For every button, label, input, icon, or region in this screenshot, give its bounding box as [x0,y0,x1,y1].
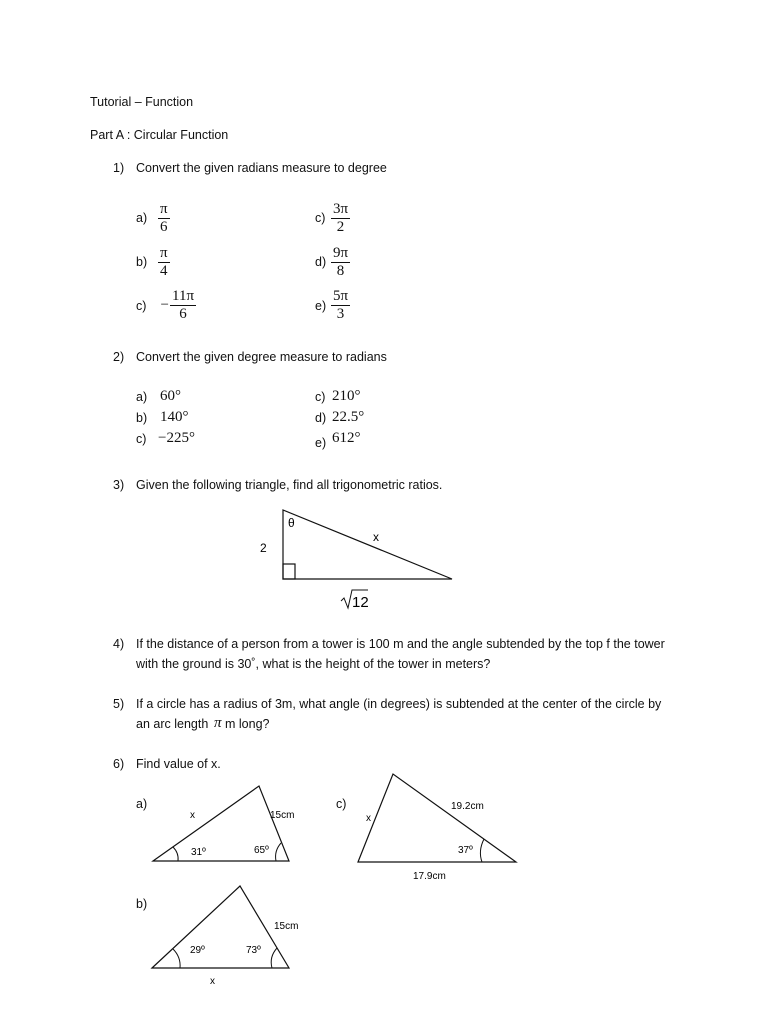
q2-option-label: e) [315,436,327,450]
q1-option-label: c) [315,211,326,225]
q5-number: 5) [113,697,125,711]
q6a-label: a) [136,797,148,811]
q2-option-value: −225° [158,430,195,446]
q2-option-label: b) [136,411,148,425]
q6c-x-label: x [366,813,371,824]
q1-fraction-numerator: π [160,245,168,261]
q1-fraction-sign: − [160,297,169,313]
q6b-angle2-label: 73º [246,945,261,956]
q5-text-line2b: m long? [225,717,270,731]
q5-text-line1: If a circle has a radius of 3m, what angle (in degrees) is subtended at the center of the circle by [136,697,662,711]
q1-option-label: c) [136,299,147,313]
q5-pi-symbol: π [214,715,222,731]
q6-text: Find value of x. [136,757,221,771]
q2-option-value: 22.5° [332,409,365,425]
q6b-triangle [152,886,289,968]
q1-fraction-denominator: 3 [331,305,350,323]
q6-number: 6) [113,757,125,771]
q6c-triangle [358,774,516,862]
q2-option-value: 60° [160,388,181,404]
q6c-angle-arc [480,839,484,862]
q1-fraction-numerator: 5π [333,288,349,304]
q6b-label: b) [136,897,148,911]
q2-number: 2) [113,350,125,364]
q6a-x-label: x [190,810,195,821]
q6c-side1-label: 19.2cm [451,801,484,812]
q1-fraction-numerator: π [160,201,168,217]
document-title: Tutorial – Function [90,95,194,109]
q3-number: 3) [113,478,125,492]
q6b-angle-arc [271,948,277,968]
q2-option-label: c) [315,390,326,404]
q2-option-label: c) [136,432,147,446]
q6b-side-label: 15cm [274,921,299,932]
q6c-label: c) [336,797,347,811]
q2-option-label: d) [315,411,327,425]
q1-option-label: d) [315,255,327,269]
q1-fraction-denominator: 6 [170,305,196,323]
q2-option-value: 140° [160,409,189,425]
q1-fraction-denominator: 6 [158,218,170,236]
q6a-angle-arc [276,843,281,861]
q3-base-label: 12 [352,594,369,611]
q6c-angle-label: 37º [458,845,473,856]
q3-theta-label: θ [288,516,295,530]
q3-hypotenuse-label: x [373,530,379,544]
q6b-angle-arc [173,949,180,968]
q4-number: 4) [113,637,125,651]
q1-fraction-denominator: 8 [331,262,350,280]
q1-fraction-numerator: 9π [333,245,349,261]
q1-option-label: a) [136,211,148,225]
q1-option-label: b) [136,255,148,269]
q1-number: 1) [113,161,125,175]
q6c-side2-label: 17.9cm [413,871,446,882]
q4-text-line1: If the distance of a person from a tower is 100 m and the angle subtended by the top f the tower [136,637,665,651]
q6a-side-label: 15cm [270,810,295,821]
q1-text: Convert the given radians measure to degree [136,161,387,175]
q6a-angle-arc [173,847,178,861]
q1-fraction-numerator: 11π [172,288,195,304]
q2-option-label: a) [136,390,148,404]
q1-fraction-numerator: 3π [333,201,349,217]
q2-option-value: 612° [332,430,361,446]
q1-fraction-denominator: 2 [331,218,350,236]
q3-side-label: 2 [260,541,267,555]
q2-text: Convert the given degree measure to radians [136,350,387,364]
q2-option-value: 210° [332,388,361,404]
q5-text-line2a: an arc length [136,717,209,731]
q4-text-line2: with the ground is 30˚, what is the height of the tower in meters? [136,657,491,671]
q6b-x-label: x [210,976,215,987]
q1-fraction-denominator: 4 [158,262,170,280]
q6a-angle1-label: 31º [191,847,206,858]
q6b-angle1-label: 29º [190,945,205,956]
q3-text: Given the following triangle, find all trigonometric ratios. [136,478,443,492]
q1-option-label: e) [315,299,327,313]
q6a-angle2-label: 65º [254,845,269,856]
part-heading: Part A : Circular Function [90,128,229,142]
